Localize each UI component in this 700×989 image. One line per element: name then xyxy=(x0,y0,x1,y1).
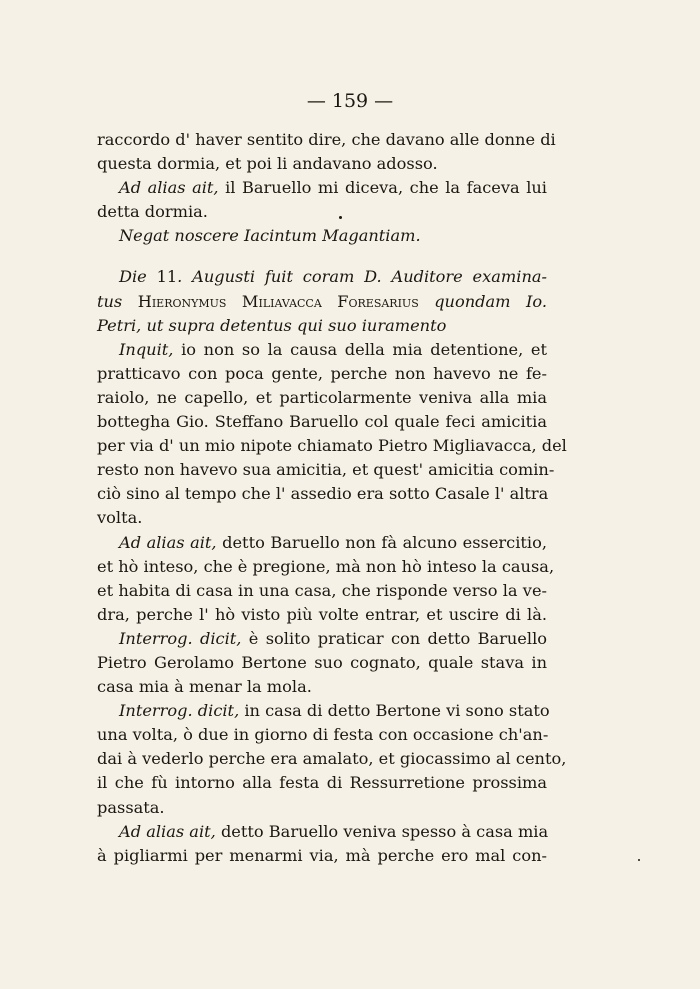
text-line: Die 11. Augusti fuit coram D. Auditore examina- xyxy=(119,267,547,287)
ink-speck xyxy=(638,859,640,861)
text-line: Pietro Gerolamo Bertone suo cognato, quale stava in xyxy=(97,652,547,672)
text-line: à pigliarmi per menarmi via, mà perche ero mal con- xyxy=(97,845,547,865)
small-caps-name: Hieronymus Miliavacca Foresarius xyxy=(137,291,419,311)
text-line: pratticavo con poca gente, perche non havevo ne fe- xyxy=(97,363,547,383)
text-line xyxy=(97,224,547,248)
text-line: raccordo d' haver sentito dire, che davano alle donne di xyxy=(97,130,556,149)
paragraph-gap xyxy=(97,248,547,265)
text-line: Inquit, io non so la causa della mia detentione, et xyxy=(119,339,547,359)
text-line: resto non havevo sua amicitia, et quest' amicitia comin- xyxy=(97,460,555,480)
italic-run: Inquit, xyxy=(119,339,174,359)
italic-run: quondam Io. xyxy=(418,291,547,311)
text-line: dai à vederlo perche era amalato, et giocassimo al cento, xyxy=(97,749,567,769)
italic-run: Ad alias ait, xyxy=(119,178,219,198)
body-text xyxy=(97,128,567,868)
italic-run: Interrog. dicit, xyxy=(119,628,242,648)
text-line: per via d' un mio nipote chiamato Pietro Migliavacca, del xyxy=(97,436,567,456)
text-line: il che fù intorno alla festa di Ressurretione prossima xyxy=(97,773,547,793)
italic-run: tus xyxy=(97,291,138,311)
italic-run: Die xyxy=(119,267,157,287)
text-line: questa dormia, et poi li andavano adosso. xyxy=(97,154,438,174)
text-line: raiolo, ne capello, et particolarmente veniva alla mia xyxy=(97,387,547,407)
text-line: Interrog. dicit, è solito praticar con detto Baruello xyxy=(119,628,547,648)
text-line: dra, perche l' hò visto più volte entrar, et uscire di là. xyxy=(97,604,547,624)
text-line: Interrog. dicit, in casa di detto Bertone vi sono stato xyxy=(119,701,550,721)
italic-run: Ad alias ait, xyxy=(119,532,217,552)
italic-run: Petri, ut supra detentus qui suo iuramento xyxy=(97,315,447,335)
text-line: casa mia à menar la mola. xyxy=(97,677,312,697)
text-line: una volta, ò due in giorno di festa con occasione ch'an- xyxy=(97,725,549,745)
text-line: et habita di casa in una casa, che risponde verso la ve- xyxy=(97,580,547,600)
text-line: ciò sino al tempo che l' assedio era sotto Casale l' altra xyxy=(97,484,549,504)
ink-speck xyxy=(339,216,342,219)
text-line: passata. xyxy=(97,797,165,817)
text-line xyxy=(97,314,547,338)
text-line: Ad alias ait, detto Baruello non fà alcuno essercitio, xyxy=(119,532,547,552)
text-line: detta dormia. xyxy=(97,202,208,222)
italic-run: . xyxy=(177,267,183,287)
italic-run: Interrog. dicit, xyxy=(119,701,240,721)
italic-run: Negat noscere Iacintum Magantiam. xyxy=(119,226,421,246)
italic-run: Augusti fuit coram D. Auditore examina- xyxy=(182,267,547,287)
text-line xyxy=(97,290,547,314)
text-line: Ad alias ait, il Baruello mi diceva, che la faceva lui xyxy=(119,178,547,198)
text-line: bottegha Gio. Steffano Baruello col quale feci amicitia xyxy=(97,412,547,432)
text-line: Ad alias ait, detto Baruello veniva spesso à casa mia xyxy=(119,821,549,841)
text-line: et hò inteso, che è pregione, mà non hò inteso la causa, xyxy=(97,556,555,576)
text-line: volta. xyxy=(97,508,143,528)
page-number: — 159 — xyxy=(306,90,394,112)
italic-run: Ad alias ait, xyxy=(119,821,216,841)
